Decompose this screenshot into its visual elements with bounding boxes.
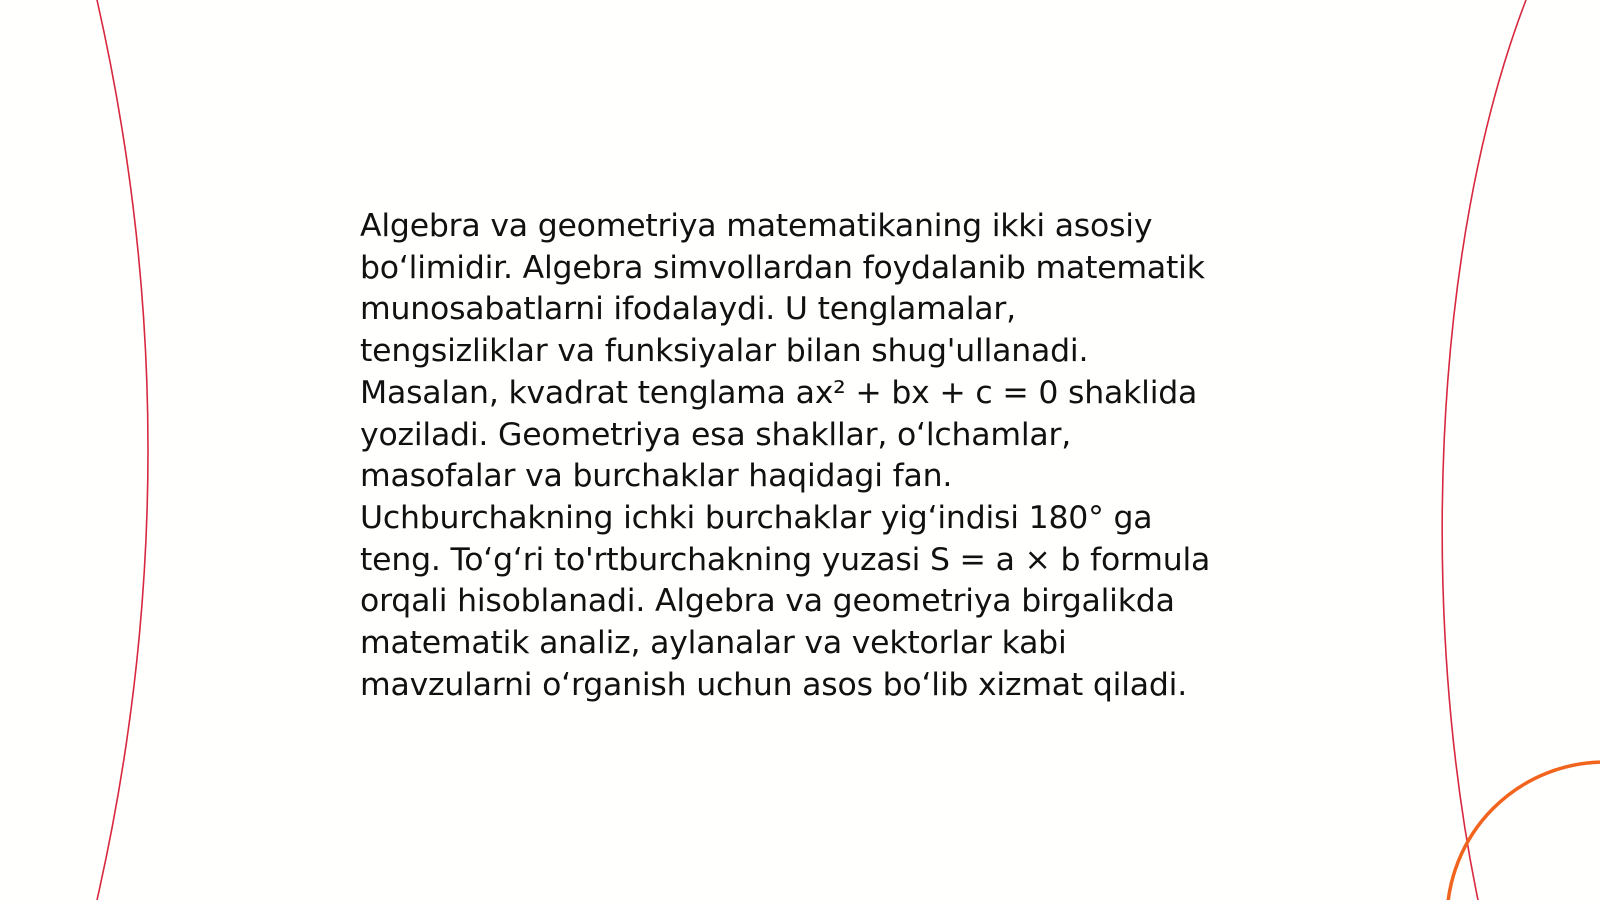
paragraph-line-5: Masalan, kvadrat tenglama ax² + bx + c = 0 shaklida — [360, 374, 1198, 411]
paragraph-line-9: teng. To‘g‘ri to'rtburchakning yuzasi S = a × b formula — [360, 541, 1211, 578]
paragraph-line-12: mavzularni o‘rganish uchun asos bo‘lib xizmat qiladi. — [360, 666, 1188, 703]
paragraph-line-8: Uchburchakning ichki burchaklar yig‘indisi 180° ga — [360, 499, 1153, 536]
paragraph-line-4: tengsizliklar va funksiyalar bilan shug'ullanadi. — [360, 333, 1089, 370]
paragraph-line-3: munosabatlarni ifodalaydi. U tenglamalar, — [360, 291, 1016, 328]
left-curve-line — [97, 0, 148, 900]
body-paragraph — [360, 206, 1260, 706]
paragraph-line-10: orqali hisoblanadi. Algebra va geometriya birgalikda — [360, 583, 1175, 620]
paragraph-line-1: Algebra va geometriya matematikaning ikki asosiy — [360, 208, 1153, 244]
paragraph-line-11: matematik analiz, aylanalar va vektorlar kabi — [360, 625, 1067, 662]
paragraph-line-2: bo‘limidir. Algebra simvollardan foydalanib matematik — [360, 249, 1205, 286]
orange-circle-outline — [1447, 762, 1600, 900]
paragraph-line-7: masofalar va burchaklar haqidagi fan. — [360, 458, 953, 495]
right-curve-line — [1442, 0, 1526, 900]
paragraph-line-6: yoziladi. Geometriya esa shakllar, o‘lchamlar, — [360, 416, 1072, 453]
